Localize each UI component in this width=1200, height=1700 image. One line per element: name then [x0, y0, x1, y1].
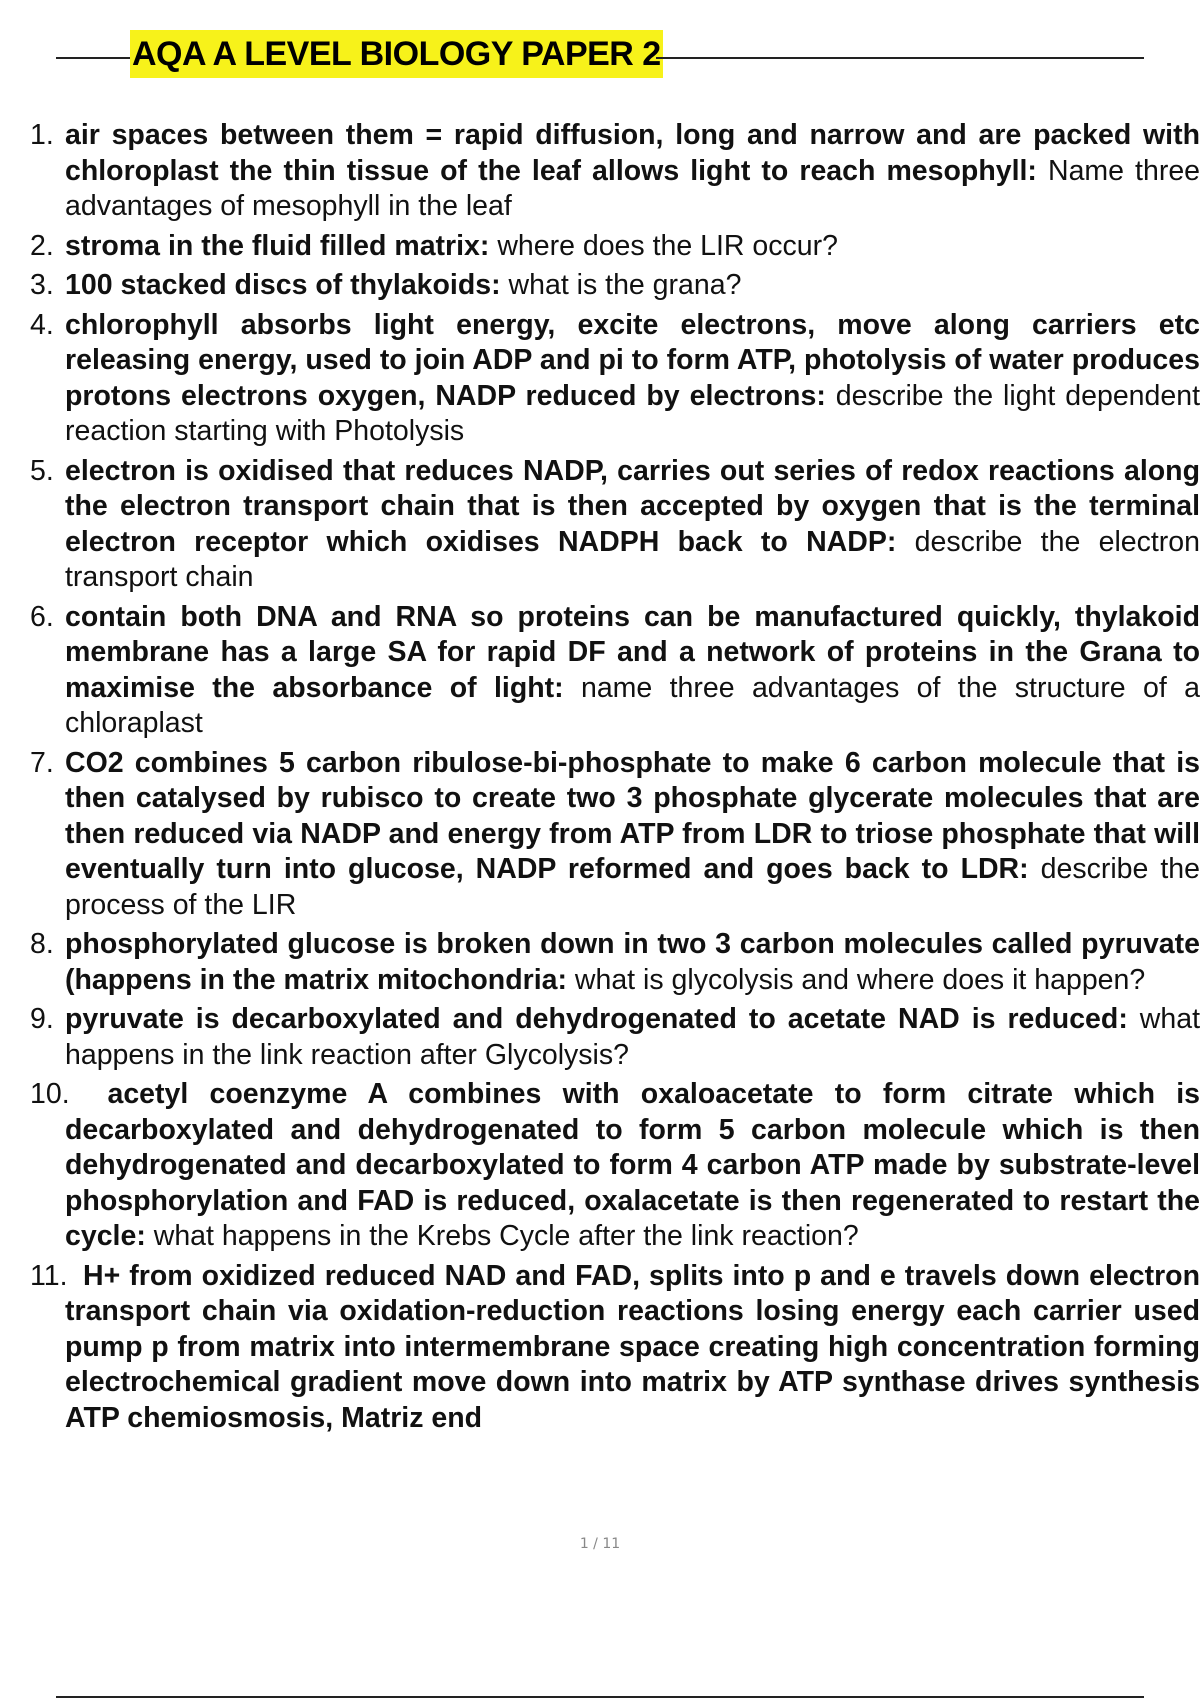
title-rule-right: [656, 57, 1144, 59]
item-answer: electron is oxidised that reduces NADP, carries out series of redox reactions along the electron transport chain that is then accepted by oxygen that is the terminal electron receptor which oxidises NADPH back to NADP:: [65, 454, 1200, 558]
item-answer: pyruvate is decarboxylated and dehydrogenated to acetate NAD is reduced:: [65, 1003, 1128, 1035]
item-answer: stroma in the fluid filled matrix:: [65, 229, 490, 262]
item-number: 3.: [30, 269, 54, 301]
item-answer: contain both DNA and RNA so proteins can be manufactured quickly, thylakoid membrane has a large SA for rapid DF and a network of proteins in the Grana to maximise the absorbance of light:: [65, 600, 1200, 704]
list-item: [0, 1002, 1200, 1073]
list-item: [0, 308, 1200, 450]
list-item: [0, 454, 1200, 596]
list-item: [0, 600, 1200, 742]
item-answer: 100 stacked discs of thylakoids:: [65, 269, 501, 301]
list-item: [0, 746, 1200, 924]
item-question: describe the electron transport chain: [65, 525, 1200, 593]
item-number: 4.: [30, 308, 54, 341]
list-item: [0, 229, 1200, 265]
item-answer: chlorophyll absorbs light energy, excite electrons, move along carriers etc releasing energy, used to join ADP and pi to form ATP, photolysis of water produces protons electrons oxygen, NADP reduced by electrons:: [65, 308, 1200, 412]
page-bottom-rule: [56, 1696, 1144, 1698]
question-answer-list: [0, 118, 1200, 1498]
item-number: 2.: [30, 229, 54, 262]
list-item: [0, 1077, 1200, 1255]
title-rule-left: [56, 57, 130, 59]
item-question: describe the process of the LIR: [65, 853, 1200, 921]
item-question: what is glycolysis and where does it happen?: [574, 963, 1146, 996]
item-number: 5.: [30, 454, 54, 487]
item-answer: H+ from oxidized reduced NAD and FAD, splits into p and e travels down electron transport chain via oxidation-reduction reactions losing energy each carrier used pump p from matrix into intermembrane space creating high concentration forming electrochemical gradient move down into matrix by ATP synthase drives synthesis ATP chemiosmosis, Matriz end: [65, 1259, 1200, 1434]
list-item: [0, 268, 1200, 304]
item-question: name three advantages of the structure of a chloraplast: [65, 671, 1200, 739]
item-number: 11.: [30, 1259, 68, 1292]
item-number: 6.: [30, 600, 54, 633]
page-indicator: 1 / 11: [579, 1536, 621, 1552]
item-question: describe the light dependent reaction starting with Photolysis: [65, 379, 1200, 447]
item-number: 7.: [30, 746, 54, 779]
item-answer: air spaces between them = rapid diffusion, long and narrow and are packed with chloroplast the thin tissue of the leaf allows light to reach mesophyll:: [65, 119, 1200, 187]
item-answer: CO2 combines 5 carbon ribulose-bi-phosphate to make 6 carbon molecule that is then catalysed by rubisco to create two 3 phosphate glycerate molecules that are then reduced via NADP and energy from ATP from LDR to triose phosphate that will eventually turn into glucose, NADP reformed and goes back to LDR:: [65, 746, 1200, 885]
item-answer: acetyl coenzyme A combines with oxaloacetate to form citrate which is decarboxylated and dehydrogenated to form 5 carbon molecule which is then dehydrogenated and decarboxylated to form 4 carbon ATP made by substrate-level phosphorylation and FAD is reduced, oxalacetate is then regenerated to restart the cycle:: [65, 1078, 1200, 1252]
title-row: [56, 30, 1144, 78]
item-question: what happens in the link reaction after Glycolysis?: [65, 1003, 1200, 1071]
item-question: where does the LIR occur?: [497, 229, 838, 262]
item-question: what is the grana?: [508, 269, 742, 301]
item-number: 1.: [30, 119, 54, 151]
page-title: AQA A LEVEL BIOLOGY PAPER 2: [130, 30, 663, 78]
item-number: 9.: [30, 1003, 54, 1035]
item-number: 8.: [30, 928, 54, 960]
item-question: what happens in the Krebs Cycle after the link reaction?: [153, 1220, 859, 1252]
item-number: 10.: [30, 1078, 70, 1110]
list-item: [0, 118, 1200, 225]
list-item: [0, 927, 1200, 998]
item-question: Name three advantages of mesophyll in the leaf: [65, 154, 1200, 222]
item-answer: phosphorylated glucose is broken down in two 3 carbon molecules called pyruvate (happens in the matrix mitochondria:: [65, 928, 1200, 996]
list-item: [0, 1259, 1200, 1437]
